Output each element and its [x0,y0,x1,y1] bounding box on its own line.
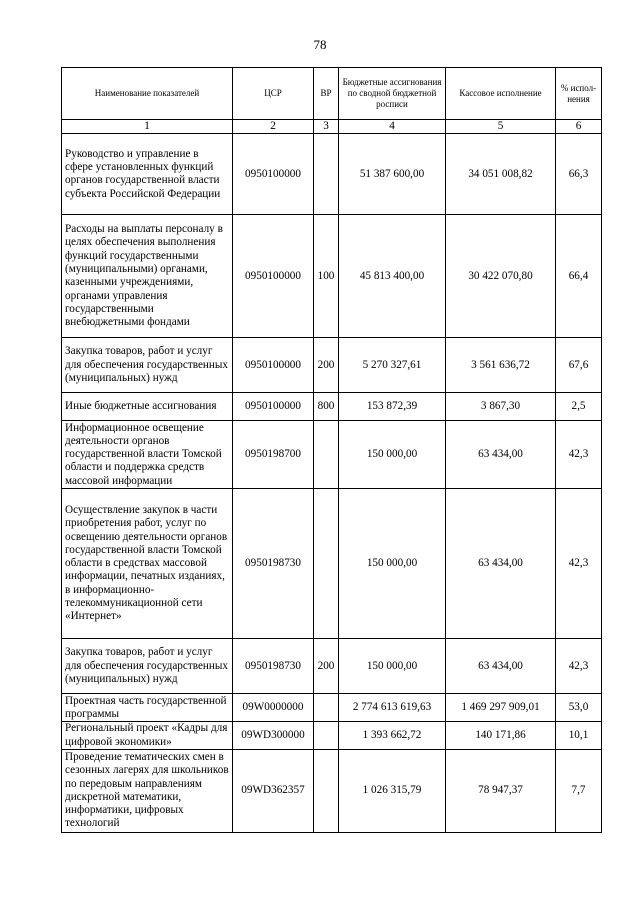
row-pct: 2,5 [556,393,602,421]
page-number: 78 [313,37,327,52]
row-vr [314,134,339,215]
row-pct: 66,4 [556,215,602,338]
row-budget: 153 872,39 [339,393,446,421]
header-vr: ВР [314,68,339,120]
table-row [62,749,602,832]
row-budget: 45 813 400,00 [339,215,446,338]
row-csr: 0950100000 [233,134,314,215]
row-budget: 150 000,00 [339,639,446,694]
row-pct: 42,3 [556,489,602,639]
row-name: Закупка товаров, работ и услуг для обеспечения государственных (муниципальных) нужд [62,338,233,393]
row-cash: 1 469 297 909,01 [446,694,556,722]
row-pct: 42,3 [556,421,602,489]
row-name: Проведение тематических смен в сезонных лагерях для школьников по передовым направлениям дискретной математики, информатики, цифровых технологий [62,749,233,832]
row-csr: 09W0000000 [233,694,314,722]
row-vr: 200 [314,338,339,393]
header-row [62,68,602,120]
table-row [62,338,602,393]
budget-execution-table [61,67,602,833]
column-number: 5 [446,120,556,134]
row-cash: 63 434,00 [446,639,556,694]
row-budget: 150 000,00 [339,489,446,639]
column-number: 2 [233,120,314,134]
table-row [62,489,602,639]
row-csr: 0950198730 [233,489,314,639]
row-pct: 7,7 [556,749,602,832]
row-cash: 63 434,00 [446,421,556,489]
row-cash: 34 051 008,82 [446,134,556,215]
row-cash: 140 171,86 [446,722,556,750]
row-cash: 63 434,00 [446,489,556,639]
row-name: Проектная часть государственной программы [62,694,233,722]
row-csr: 09WD300000 [233,722,314,750]
row-budget: 51 387 600,00 [339,134,446,215]
row-pct: 53,0 [556,694,602,722]
row-csr: 0950198700 [233,421,314,489]
header-name: Наименование показателей [62,68,233,120]
row-vr [314,694,339,722]
row-cash: 3 561 636,72 [446,338,556,393]
column-number: 3 [314,120,339,134]
column-number-row [62,120,602,134]
row-pct: 67,6 [556,338,602,393]
table-row [62,694,602,722]
row-cash: 3 867,30 [446,393,556,421]
row-name: Расходы на выплаты персоналу в целях обеспечения выполнения функций государственными (муниципальными) органами, казенными учреждениями, органами управления государственными внебюджетными фондами [62,215,233,338]
row-pct: 10,1 [556,722,602,750]
row-budget: 150 000,00 [339,421,446,489]
table-row [62,393,602,421]
row-vr [314,421,339,489]
row-csr: 09WD362357 [233,749,314,832]
row-csr: 0950100000 [233,338,314,393]
row-cash: 30 422 070,80 [446,215,556,338]
row-csr: 0950198730 [233,639,314,694]
row-vr [314,749,339,832]
table-row [62,134,602,215]
row-pct: 42,3 [556,639,602,694]
column-number: 6 [556,120,602,134]
header-pct: % испол-нения [556,68,602,120]
header-cash: Кассовое исполнение [446,68,556,120]
row-budget: 2 774 613 619,63 [339,694,446,722]
row-vr [314,489,339,639]
column-number: 1 [62,120,233,134]
table-row [62,722,602,750]
row-name: Закупка товаров, работ и услуг для обеспечения государственных (муниципальных) нужд [62,639,233,694]
column-number: 4 [339,120,446,134]
row-vr: 100 [314,215,339,338]
row-cash: 78 947,37 [446,749,556,832]
row-pct: 66,3 [556,134,602,215]
row-vr [314,722,339,750]
row-name: Информационное освещение деятельности органов государственной власти Томской области и поддержка средств массовой информации [62,421,233,489]
row-name: Осуществление закупок в части приобретения работ, услуг по освещению деятельности органов государственной власти Томской области в средствах массовой информации, печатных изданиях, в информационно-телекоммуникационной сети «Интернет» [62,489,233,639]
row-name: Иные бюджетные ассигнования [62,393,233,421]
header-csr: ЦСР [233,68,314,120]
row-csr: 0950100000 [233,393,314,421]
row-vr: 200 [314,639,339,694]
row-budget: 1 026 315,79 [339,749,446,832]
row-budget: 5 270 327,61 [339,338,446,393]
table-row [62,639,602,694]
header-budget: Бюджетные ассигнования по сводной бюджетной росписи [339,68,446,120]
row-vr: 800 [314,393,339,421]
row-name: Руководство и управление в сфере установленных функций органов государственной власти субъекта Российской Федерации [62,134,233,215]
row-budget: 1 393 662,72 [339,722,446,750]
table-row [62,215,602,338]
row-csr: 0950100000 [233,215,314,338]
row-name: Региональный проект «Кадры для цифровой экономики» [62,722,233,750]
table-row [62,421,602,489]
